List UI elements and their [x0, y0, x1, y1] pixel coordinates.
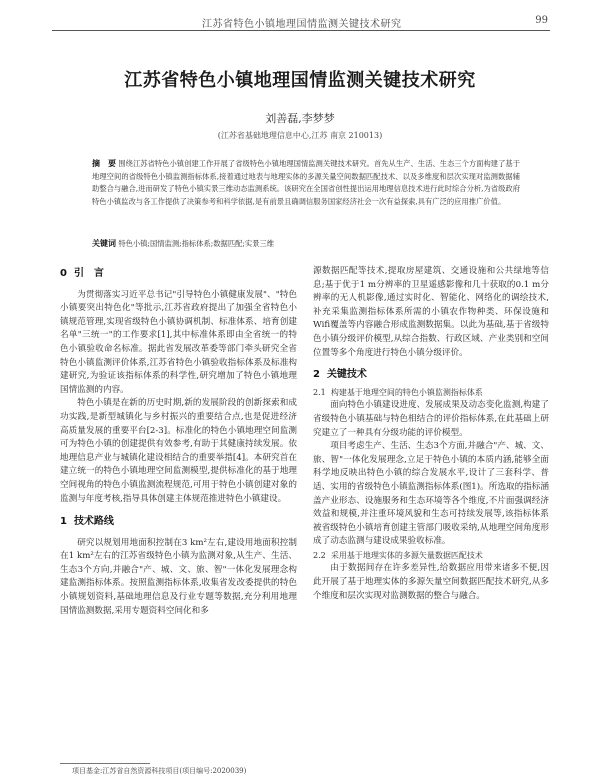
paper-title: 江苏省特色小镇地理国情监测关键技术研究 [124, 70, 476, 91]
intro-paragraph-2: 特色小镇是在新的历史时期,新的发展阶段的创新探索和成功实践,是新型城镇化与乡村振兴的重要结合点,也是促进经济高质量发展的重要平台[2-3]。标准化的特色小镇地理空间监测可为特色小镇的创建提供有效参考,有助于其健康持续发展。依地理信息产业与城镇化建设相结合的重要举措[4]。本研究首在建立统一的特色小镇地理空间监测模型,提供标准化的基于地理空间视角的特色小镇监测流程规范,可用于特色小镇创建对象的监测与年度考核,指导具体创建主体规范推进特色小镇建设。 [60, 398, 297, 504]
subsection-title: 采用基于地理实体的多源矢量数据匹配技术 [330, 550, 483, 560]
paper-authors: 刘善磊,李梦梦 [265, 112, 335, 125]
intro-paragraph-1: 为贯彻落实习近平总书记"引导特色小镇健康发展"、"特色小镇要突出特色化"等批示,江苏省政府提出了加强全省特色小镇规范管理,实现省级特色小镇协调机制、标准体系、培育创建名单"三统一"的工作要求[1],其中标准体系即由全省统一的特色小镇验收命名标准。据此省发展改革委等部门牵头研究全省特色小镇监测评价体系,江苏省特色小镇验收指标体系及标准构建研究,为验证该指标体系的科学性,研究增加了特色小镇地理国情监测的内容。 [60, 289, 297, 395]
key-tech-paragraph-2: 项目考虑生产、生活、生态3个方面,并融合"产、城、文、旅、智"一体化发展理念,立足于特色小镇的本质内涵,能够全面科学地反映出特色小镇的综合发展水平,设计了三套科学、普适、实用的省级特色小镇监测指标体系(图1)。所选取的指标涵盖产业形态、设施服务和生态环境等各个维度,不片面强调经济效益和规模,并注重环境风貌和生态可持续发展等,该指标体系被省级特色小镇培育创建主管部门吸收采纳,从地理空间角度形成了动态监测与建设成果验收标准。 [313, 441, 549, 547]
section-heading-route [60, 515, 297, 529]
section-title: 关键技术 [326, 369, 367, 381]
subsection-title: 构建基于地理空间的特色小镇监测指标体系 [330, 387, 483, 397]
key-tech-paragraph-1: 面向特色小镇建设进度、发展成果及动态变化监测,构建了省级特色小镇基础与特色相结合的评价指标体系,在此基础上研究建立了一种具有分级功能的评价模型。 [313, 400, 549, 438]
paper-affiliation: (江苏省基础地理信息中心,江苏 南京 210013) [217, 131, 383, 140]
subsection-number: 2.2 [313, 550, 326, 560]
section-heading-intro [60, 267, 297, 281]
subsection-heading-2-1 [313, 386, 549, 400]
right-column [313, 265, 549, 603]
footnote-divider [60, 763, 150, 764]
section-number: 2 [313, 369, 320, 381]
section-number: 0 [60, 268, 67, 279]
running-title: 江苏省特色小镇地理国情监测关键技术研究 [202, 19, 402, 30]
keywords-text: 特色小镇;国情监测;指标体系;数据匹配;实景三维 [118, 239, 275, 248]
abstract-label: 摘 要 [92, 159, 117, 168]
section-title: 技术路线 [73, 516, 114, 528]
running-header [52, 14, 550, 31]
subsection-number: 2.1 [313, 387, 326, 397]
route-paragraph: 研究以规划用地面积控制在3 km²左右,建设用地面积控制在1 km²左右的江苏省级特色小镇为监测对象,从生产、生活、生态3个方向,并融合"产、城、文、旅、智"一体化发展理念构建监测指标体系。按照监测指标体系,收集省发改委提供的特色小镇规划资料,基础地理信息及行业专题等数据,充分利用地理国情监测数据,采用专题资料空间化和多 [60, 537, 297, 616]
keywords-block [92, 238, 520, 250]
section-heading-key-tech [313, 368, 549, 382]
abstract-text: 围绕江苏省特色小镇创建工作开展了省级特色小镇地理国情监测关键技术研究。首先从生产、生活、生态三个方面构建了基于地理空间的省级特色小镇监测指标体系,接着通过地表与地理实体的多源关量空间数据匹配技术、以及多维度和层次实现对监测数据辅助整合与融合,进而研发了特色小镇实景三维动态监测系统。该研究在全国省创性提出运用地理信息技术进行此时综合分析,为省级政府特色小镇监改与各工作提供了决策参考和科学依据,是有前景且确调信服务国家经济社会一次有益探索,具有广泛的应用推广价值。 [92, 159, 521, 206]
left-column [60, 265, 297, 618]
keywords-label: 关键词 [92, 239, 116, 248]
key-tech-paragraph-3: 由于数据间存在许多差异性,给数据应用带来诸多不便,因此开展了基于地理实体的多源矢量空间数据匹配技术研究,从多个维度和层次实现对监测数据的整合与融合。 [313, 563, 549, 601]
subsection-heading-2-2 [313, 549, 549, 563]
abstract-block [92, 158, 520, 208]
page-number: 99 [535, 15, 548, 26]
route-paragraph-continued: 源数据匹配等技术,提取房屋建筑、交通设施和公共绿地等信息;基于优于1 m分辨率的卫星遥感影像和几十获取的0.1 m分辨率的无人机影像,通过实时化、智能化、网络化的调绘技术,补充采集监测指标体系所需的小镇农作物种类、环保设施和Wifi覆盖等内容融合形成监测数据集。以此为基础,基于省级特色小镇分级评价模型,从综合指数、行政区域、产业类别和空间位置等多个角度进行特色小镇分级评价。 [313, 266, 549, 358]
footnote: 项目基金:江苏省自然资源科技项目(项目编号:2020039) [72, 767, 247, 775]
section-number: 1 [60, 516, 67, 528]
section-title: 引 言 [73, 268, 104, 279]
